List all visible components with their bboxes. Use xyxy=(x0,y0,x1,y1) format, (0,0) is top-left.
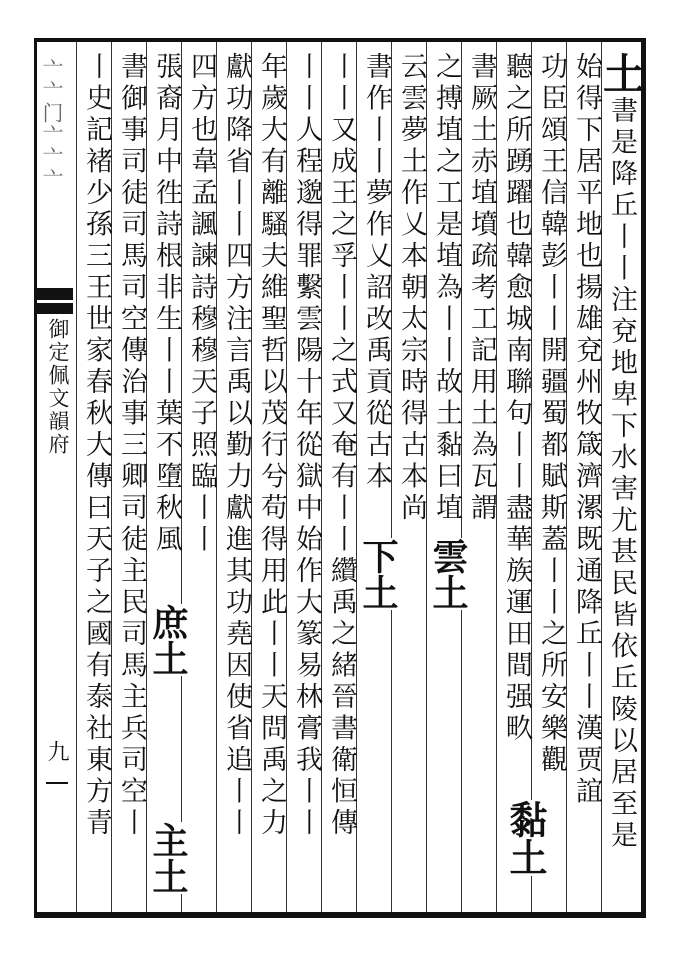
column-text: 丨丨人程邈得罪繫雲陽十年從獄中始作大篆易林膏我丨丨 xyxy=(291,52,322,840)
frame-right-border xyxy=(641,38,646,918)
headword-zhantu: 黏土 xyxy=(503,800,548,876)
headword-shutu: 庶土 xyxy=(147,604,189,676)
text-column xyxy=(464,52,498,902)
gutter-residue: 亠亠门亠亠亠 xyxy=(40,58,64,190)
column-text: 丨史記褚少孫三王世家春秋大傳曰天子之國有泰社東方青 xyxy=(81,52,112,840)
text-column xyxy=(499,52,533,902)
frame-top-border xyxy=(34,38,646,42)
page-number: 九 xyxy=(44,740,69,762)
text-column xyxy=(569,52,603,902)
column-text: 丨丨又成王之孚丨丨之式又奄有丨丨纘禹之緒晉書衛恒傳 xyxy=(326,52,357,840)
text-column xyxy=(79,52,113,902)
text-column xyxy=(394,52,428,902)
text-column xyxy=(534,52,568,902)
column-text: 年歲大有離騷夫維聖哲以茂行兮苟得用此丨丨天問禹之力 xyxy=(256,52,287,840)
frame-bottom-border xyxy=(34,912,646,918)
column-text: 之搏埴之工是埴為丨丨故土黏曰埴 xyxy=(431,52,462,525)
text-column xyxy=(359,52,393,902)
column-text: 功臣頌王信韓彭丨丨開疆蜀都賦斯蓋丨丨之所安樂觀 xyxy=(536,52,567,777)
entry-head: 土 xyxy=(597,52,646,96)
text-column xyxy=(429,52,463,902)
text-column xyxy=(184,52,218,902)
text-column xyxy=(114,52,148,902)
column-rule xyxy=(76,42,77,912)
page-number-rule xyxy=(46,782,68,784)
text-column xyxy=(597,52,646,902)
column-text: 書御事司徒司馬司空傳治事三卿司徒主民司馬主兵司空丨 xyxy=(116,52,147,840)
column-text: 獻功降省丨丨四方注言禹以勤力獻進其功堯因使省追丨丨 xyxy=(221,52,252,840)
fishtail-notch xyxy=(37,300,73,303)
column-text: 張裔月中徃詩根非生丨丨葉不墮秋風 xyxy=(151,52,182,556)
text-column xyxy=(149,52,183,902)
headword-xiatu: 下土 xyxy=(357,538,399,610)
column-text: 書厥土赤埴墳疏考工記用土為瓦謂 xyxy=(466,52,497,525)
text-column xyxy=(254,52,288,902)
column-text: 書是降丘丨丨注兗地卑下水害尤甚民皆依丘陵以居至是 xyxy=(606,96,637,852)
column-text: 書作丨丨夢作乂詔改禹貢從古本 xyxy=(361,52,392,493)
column-text: 始得下居平地也揚雄兗州牧箴濟漯既通降丘丨丨漢贾誼 xyxy=(571,52,602,808)
frame-left-border-lower xyxy=(34,298,37,918)
text-column xyxy=(324,52,358,902)
book-title: 御定佩文韻府 xyxy=(46,318,70,456)
column-text: 云雲夢土作乂本朝太宗時得古本尚 xyxy=(396,52,427,525)
text-column xyxy=(219,52,253,902)
headword-zhutu: 主土 xyxy=(147,822,189,894)
text-column xyxy=(289,52,323,902)
headword-yuntu: 雲土 xyxy=(427,538,469,610)
column-text: 聽之所踴躍也韓愈城南聯句丨丨盡華族運田間强畂 xyxy=(501,52,532,745)
column-text: 四方也韋孟諷諫詩穆穆天子照臨丨丨 xyxy=(186,52,217,556)
